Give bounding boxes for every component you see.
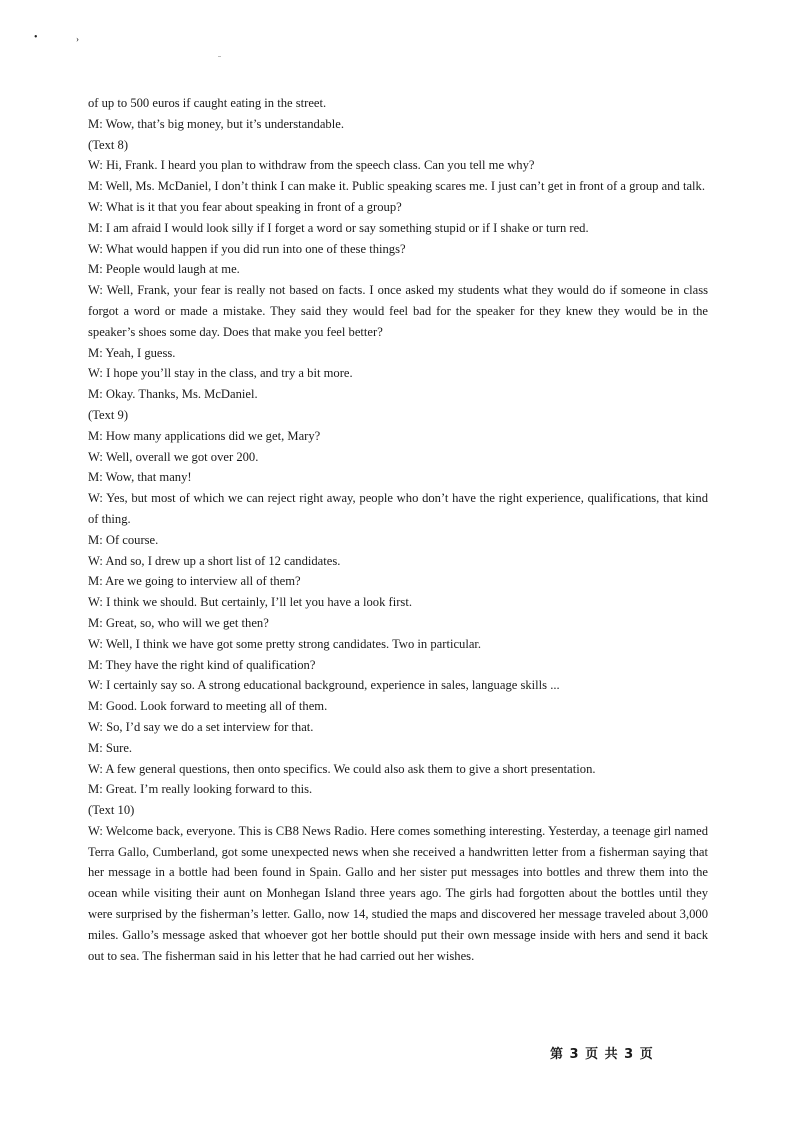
transcript-line: M: Are we going to interview all of them?	[88, 574, 301, 589]
section-heading-text-8: (Text 8)	[88, 137, 129, 152]
transcript-line: W: Yes, but most of which we can reject right away, people who don’t have the right experience, qualifications, that kind of thing.	[88, 491, 708, 526]
transcript-line: M: Sure.	[88, 740, 133, 755]
transcript-line: W: A few general questions, then onto specifics. We could also ask them to give a short presentation.	[88, 761, 596, 776]
transcript-line: M: Wow, that many!	[88, 470, 192, 485]
transcript-line: W: And so, I drew up a short list of 12 candidates.	[88, 553, 341, 568]
transcript-line: of up to 500 euros if caught eating in the street.	[88, 96, 327, 110]
transcript-body	[88, 93, 708, 966]
transcript-line: M: Yeah, I guess.	[88, 345, 176, 360]
transcript-line: W: I certainly say so. A strong educational background, experience in sales, language skills ...	[88, 678, 560, 693]
transcript-line: W: So, I’d say we do a set interview for that.	[88, 719, 314, 734]
transcript-line: W: Welcome back, everyone. This is CB8 News Radio. Here comes something interesting. Yesterday, a teenage girl named Terra Gallo, Cumberland, got some unexpected news when she received a handwritten letter from a fisherman saying that her message in a bottle had been found in Spain. Gallo and her sister put messages into bottles and threw them into the ocean while visiting their aunt on Monhegan Island three years ago. The girls had forgotten about the bottles until they were surprised by the fisherman’s letter. Gallo, now 14, studied the maps and discovered her message traveled about 3,000 miles. Gallo’s message asked that whoever got her bottle should put their own message inside with hers and send it back out to sea. The fisherman said in his letter that he had carried out her wishes.	[88, 823, 708, 963]
transcript-line: M: Great, so, who will we get then?	[88, 615, 269, 630]
scan-dot-mark: •	[34, 32, 38, 43]
transcript-line: W: Well, overall we got over 200.	[88, 449, 259, 464]
transcript-line: M: How many applications did we get, Mary?	[88, 428, 321, 443]
transcript-line: W: I think we should. But certainly, I’ll let you have a look first.	[88, 595, 412, 610]
transcript-line: M: Of course.	[88, 532, 159, 547]
transcript-line: M: Okay. Thanks, Ms. McDaniel.	[88, 387, 258, 402]
transcript-line: W: I hope you’ll stay in the class, and try a bit more.	[88, 366, 353, 381]
transcript-line: M: Great. I’m really looking forward to this.	[88, 782, 313, 797]
transcript-line: M: Wow, that’s big money, but it’s understandable.	[88, 116, 344, 131]
transcript-line: M: I am afraid I would look silly if I forget a word or say something stupid or if I shake or turn red.	[88, 220, 589, 235]
transcript-line: M: Good. Look forward to meeting all of them.	[88, 699, 328, 714]
scan-speck	[218, 56, 221, 57]
transcript-line: W: Hi, Frank. I heard you plan to withdraw from the speech class. Can you tell me why?	[88, 158, 535, 173]
scan-tick-mark: ›	[76, 34, 79, 44]
transcript-line: M: They have the right kind of qualification?	[88, 657, 316, 672]
transcript-line: M: Well, Ms. McDaniel, I don’t think I can make it. Public speaking scares me. I just can’t get in front of a group and talk.	[88, 179, 705, 194]
section-heading-text-10: (Text 10)	[88, 803, 135, 818]
transcript-line: W: Well, Frank, your fear is really not based on facts. I once asked my students what they would do if someone in class forgot a word or made a mistake. They said they would feel bad for the speaker for they knew they would be in the speaker’s shoes some day. Does that make you feel better?	[88, 283, 708, 339]
transcript-line: W: What would happen if you did run into one of these things?	[88, 241, 406, 256]
transcript-line: W: Well, I think we have got some pretty strong candidates. Two in particular.	[88, 636, 482, 651]
page-number-footer: 第 3 页 共 3 页	[550, 1047, 654, 1062]
transcript-line: W: What is it that you fear about speaking in front of a group?	[88, 199, 402, 214]
transcript-line: M: People would laugh at me.	[88, 262, 240, 277]
section-heading-text-9: (Text 9)	[88, 407, 129, 422]
